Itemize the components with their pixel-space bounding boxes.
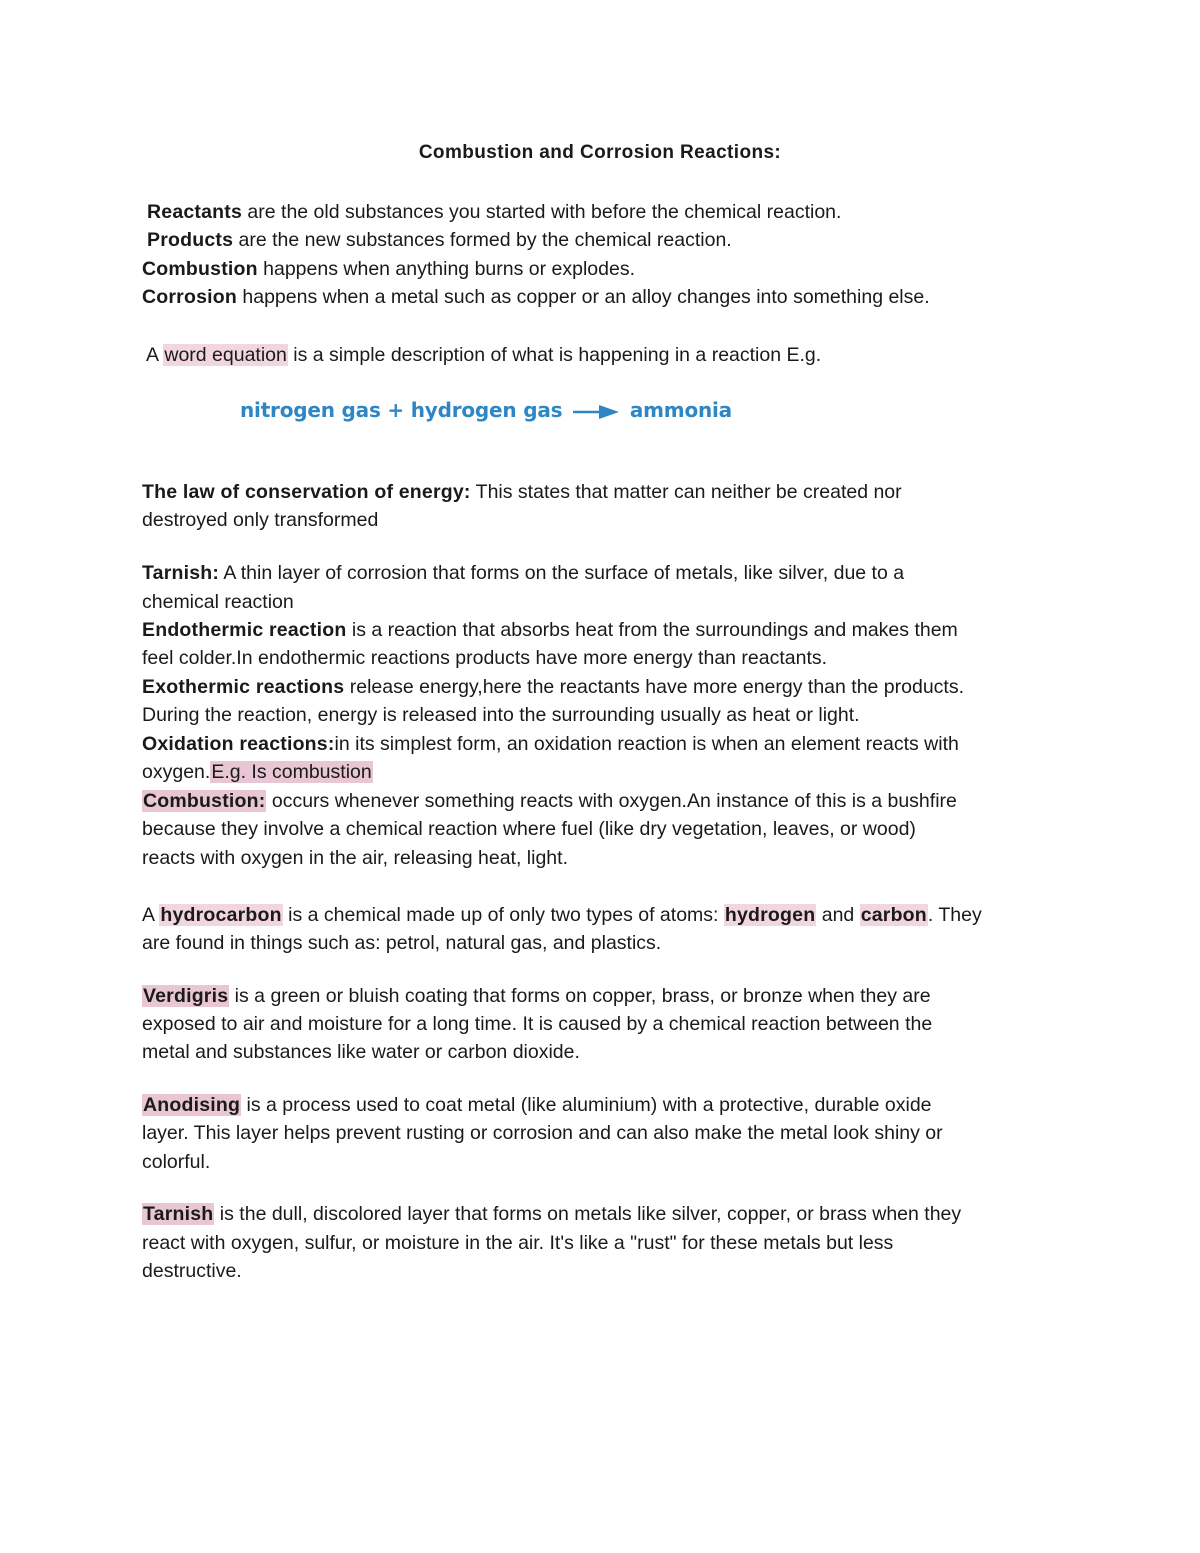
equation-reactants: nitrogen gas + hydrogen gas <box>240 398 563 422</box>
verdigris-line-2: exposed to air and moisture for a long time. It is caused by a chemical reaction between the <box>142 1013 933 1035</box>
products-line <box>147 228 732 252</box>
corrosion-term: Corrosion <box>142 286 237 308</box>
exothermic-text-1: release energy,here the reactants have more energy than the products. <box>344 676 965 698</box>
hydrocarbon-mid-2: and <box>816 904 860 926</box>
combustion-term: Combustion <box>142 258 258 280</box>
anodising-text-1: is a process used to coat metal (like aluminium) with a protective, durable oxide <box>241 1094 932 1116</box>
anodising-line-2: layer. This layer helps prevent rusting or corrosion and can also make the metal look shiny or <box>142 1122 943 1144</box>
oxidation-line-1 <box>142 732 959 756</box>
hydrocarbon-line-1 <box>142 903 982 927</box>
oxidation-text-2a: oxygen. <box>142 761 211 783</box>
reactants-text: are the old substances you started with before the chemical reaction. <box>242 201 842 223</box>
oxidation-example-highlight: E.g. Is combustion <box>211 761 372 783</box>
word-equation-pre: A <box>146 344 164 366</box>
combustion-detail-line-3: reacts with oxygen in the air, releasing heat, light. <box>142 847 568 869</box>
exothermic-line-1 <box>142 675 964 699</box>
tarnish-detail-line-1 <box>142 1202 961 1226</box>
hydrogen-term: hydrogen <box>724 904 816 926</box>
word-equation-example <box>240 398 732 422</box>
products-term: Products <box>147 229 234 251</box>
tarnish-term: Tarnish: <box>142 562 220 584</box>
endothermic-line-2: feel colder.In endothermic reactions products have more energy than reactants. <box>142 647 828 669</box>
hydrocarbon-line-2: are found in things such as: petrol, natural gas, and plastics. <box>142 932 662 954</box>
page-title: Combustion and Corrosion Reactions: <box>418 142 782 163</box>
oxidation-term: Oxidation reactions: <box>142 733 335 755</box>
tarnish-detail-line-2: react with oxygen, sulfur, or moisture in the air. It's like a "rust" for these metals but less <box>142 1232 894 1254</box>
tarnish-line-1 <box>142 561 904 585</box>
tarnish-detail-text-1: is the dull, discolored layer that forms on metals like silver, copper, or brass when they <box>214 1203 962 1225</box>
anodising-line-3: colorful. <box>142 1151 211 1173</box>
combustion-detail-term: Combustion: <box>143 790 266 812</box>
anodising-line-1 <box>142 1093 932 1117</box>
anodising-term: Anodising <box>143 1094 241 1116</box>
exothermic-line-2: During the reaction, energy is released into the surrounding usually as heat or light. <box>142 704 860 726</box>
combustion-detail-text-1: occurs whenever something reacts with oxygen.An instance of this is a bushfire <box>266 790 957 812</box>
reactants-term: Reactants <box>147 201 243 223</box>
word-equation-line <box>146 343 821 367</box>
law-line-2: destroyed only transformed <box>142 509 379 531</box>
law-line-1 <box>142 480 902 504</box>
endothermic-line-1 <box>142 618 958 642</box>
verdigris-term: Verdigris <box>143 985 229 1007</box>
hydrocarbon-post: . They <box>927 904 982 926</box>
oxidation-line-2 <box>142 760 373 784</box>
law-term: The law of conservation of energy: <box>142 481 471 503</box>
tarnish-text-1: A thin layer of corrosion that forms on the surface of metals, like silver, due to a <box>219 562 905 584</box>
oxidation-text-1: in its simplest form, an oxidation reaction is when an element reacts with <box>334 733 959 755</box>
combustion-line <box>142 257 635 281</box>
reactants-line <box>147 200 841 224</box>
combustion-detail-line-1 <box>142 789 957 813</box>
corrosion-line <box>142 285 930 309</box>
hydrocarbon-term: hydrocarbon <box>160 904 282 926</box>
word-equation-highlight: word equation <box>164 344 287 366</box>
exothermic-term: Exothermic reactions <box>142 676 345 698</box>
carbon-term: carbon <box>860 904 927 926</box>
law-text-1: This states that matter can neither be created nor <box>470 481 902 503</box>
verdigris-text-1: is a green or bluish coating that forms on copper, brass, or bronze when they are <box>229 985 931 1007</box>
corrosion-text: happens when a metal such as copper or an alloy changes into something else. <box>236 286 930 308</box>
combustion-text: happens when anything burns or explodes. <box>257 258 635 280</box>
products-text: are the new substances formed by the chemical reaction. <box>233 229 732 251</box>
word-equation-post: is a simple description of what is happening in a reaction E.g. <box>287 344 822 366</box>
verdigris-line-1 <box>142 984 931 1008</box>
tarnish-detail-term: Tarnish <box>143 1203 214 1225</box>
hydrocarbon-pre: A <box>142 904 160 926</box>
equation-product: ammonia <box>629 398 732 422</box>
combustion-detail-line-2: because they involve a chemical reaction where fuel (like dry vegetation, leaves, or wood) <box>142 818 916 840</box>
endothermic-text-1: is a reaction that absorbs heat from the surroundings and makes them <box>346 619 958 641</box>
endothermic-term: Endothermic reaction <box>142 619 347 641</box>
tarnish-detail-line-3: destructive. <box>142 1260 242 1282</box>
reaction-arrow-icon <box>573 404 619 420</box>
tarnish-line-2: chemical reaction <box>142 591 294 613</box>
verdigris-line-3: metal and substances like water or carbon dioxide. <box>142 1041 580 1063</box>
hydrocarbon-mid-1: is a chemical made up of only two types of atoms: <box>282 904 724 926</box>
